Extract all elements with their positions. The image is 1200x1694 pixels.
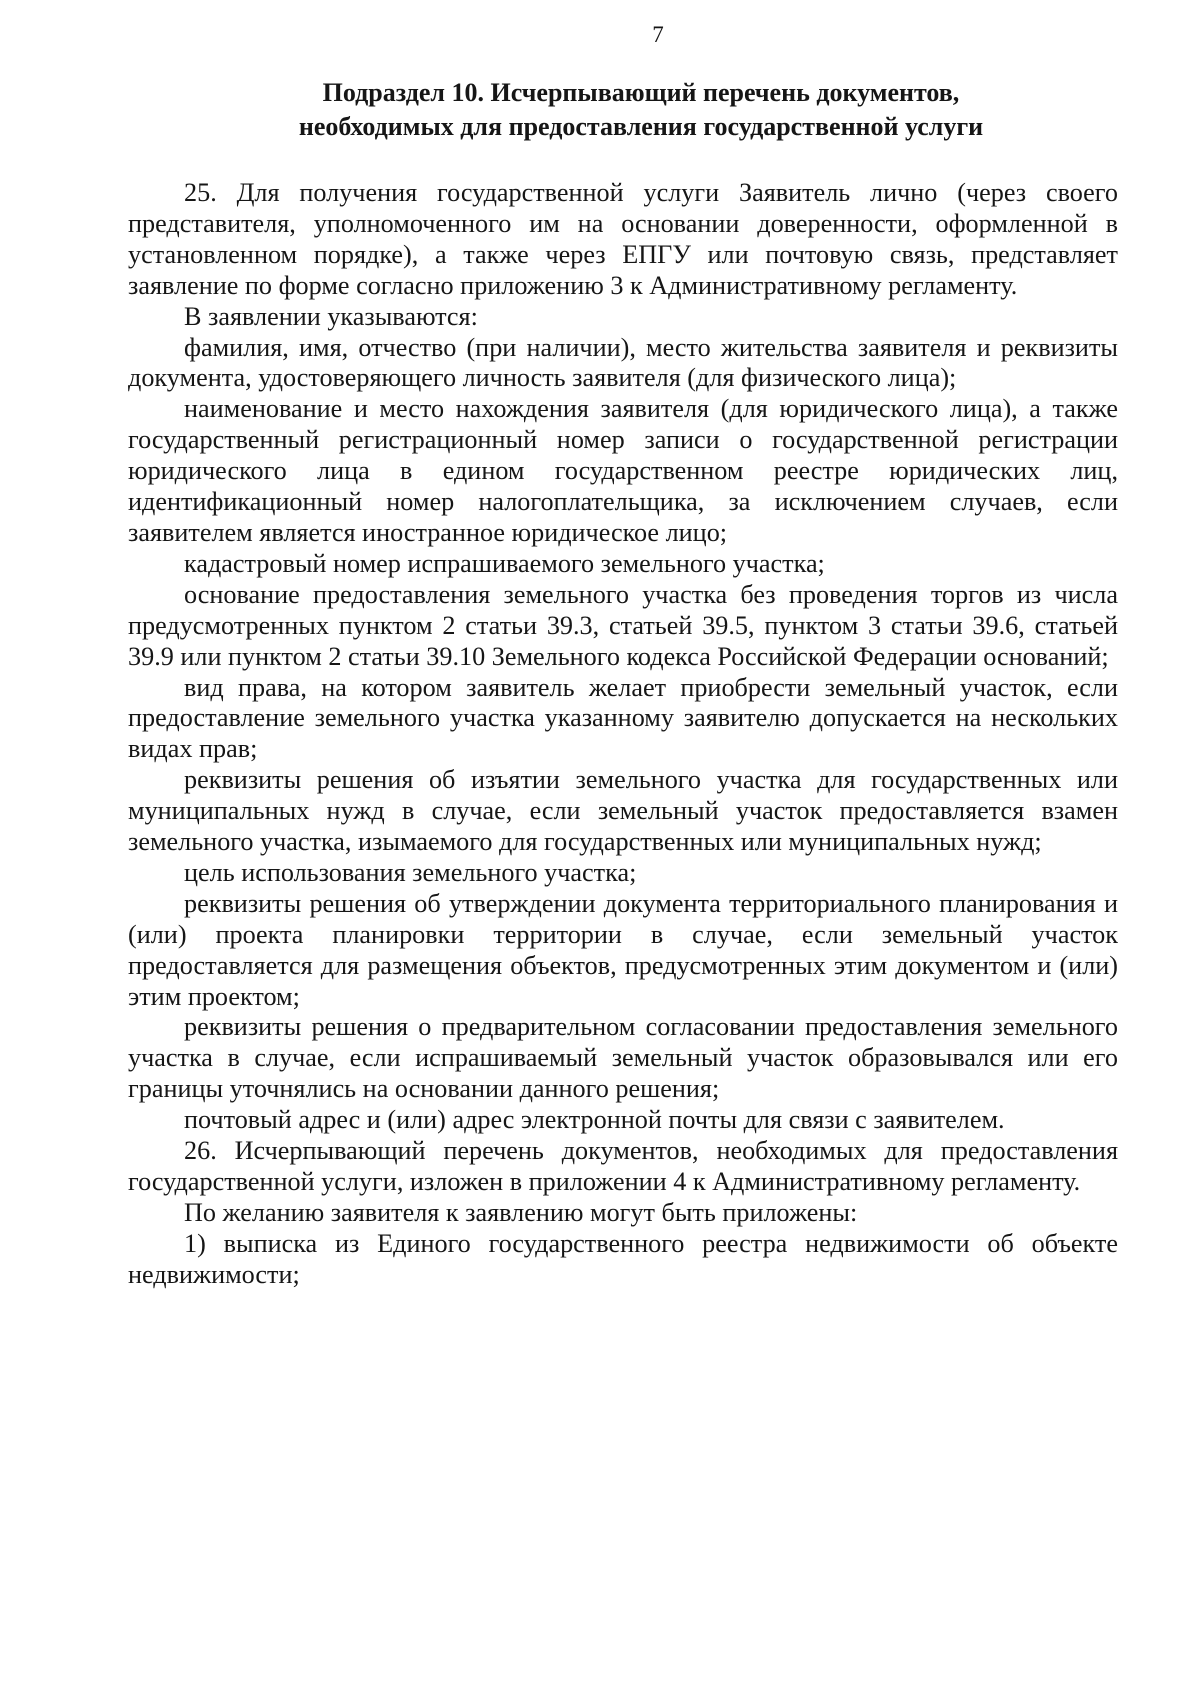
document-body: [128, 178, 1118, 1291]
heading-line-2: необходимых для предоставления государственной услуги: [298, 112, 984, 141]
list-item: цель использования земельного участка;: [184, 857, 637, 887]
paragraph-application-contents: В заявлении указываются:: [184, 301, 478, 331]
list-item: вид права, на котором заявитель желает приобрести земельный участок, если предоставление земельного участка указанному заявителю допускается на нескольких видах прав;: [128, 672, 1118, 764]
list-item: наименование и место нахождения заявителя (для юридического лица), а также государственный регистрационный номер записи о государственной регистрации юридического лица в едином государственном реестре юридических лиц, идентификационный номер налогоплательщика, за исключением случаев, если заявителем является иностранное юридическое лицо;: [128, 394, 1118, 547]
paragraph-attachments-intro: По желанию заявителя к заявлению могут быть приложены:: [184, 1197, 858, 1227]
list-item: основание предоставления земельного участка без проведения торгов из числа предусмотренных пунктом 2 статьи 39.3, статьей 39.5, пунктом 3 статьи 39.6, статьей 39.9 или пунктом 2 статьи 39.10 Земельного кодекса Российской Федерации оснований;: [128, 579, 1118, 671]
page-number: 7: [652, 22, 664, 47]
paragraph-25: 25. Для получения государственной услуги Заявитель лично (через своего представителя, уполномоченного им на основании доверенности, оформленной в установленном порядке), а также через ЕПГУ или почтовую связь, представляет заявление по форме согласно приложению 3 к Административному регламенту.: [128, 178, 1118, 300]
list-item: почтовый адрес и (или) адрес электронной почты для связи с заявителем.: [184, 1105, 1005, 1135]
list-item: фамилия, имя, отчество (при наличии), место жительства заявителя и реквизиты документа, удостоверяющего личность заявителя (для физического лица);: [128, 332, 1118, 393]
heading-line-1: Подраздел 10. Исчерпывающий перечень документов,: [322, 78, 960, 107]
list-item: реквизиты решения об изъятии земельного участка для государственных или муниципальных нужд в случае, если земельный участок предоставляется взамен земельного участка, изымаемого для государственных или муниципальных нужд;: [128, 765, 1118, 857]
section-heading: [128, 76, 1118, 144]
paragraph-26: 26. Исчерпывающий перечень документов, необходимых для предоставления государственной услуги, изложен в приложении 4 к Административному регламенту.: [128, 1136, 1118, 1196]
list-item: реквизиты решения об утверждении документа территориального планирования и (или) проекта планировки территории в случае, если земельный участок предоставляется для размещения объектов, предусмотренных этим документом и (или) этим проектом;: [128, 888, 1118, 1011]
list-item: реквизиты решения о предварительном согласовании предоставления земельного участка в случае, если испрашиваемый земельный участок образовывался или его границы уточнялись на основании данного решения;: [128, 1012, 1118, 1104]
list-item: 1) выписка из Единого государственного реестра недвижимости об объекте недвижимости;: [128, 1228, 1118, 1289]
list-item: кадастровый номер испрашиваемого земельного участка;: [184, 548, 825, 578]
